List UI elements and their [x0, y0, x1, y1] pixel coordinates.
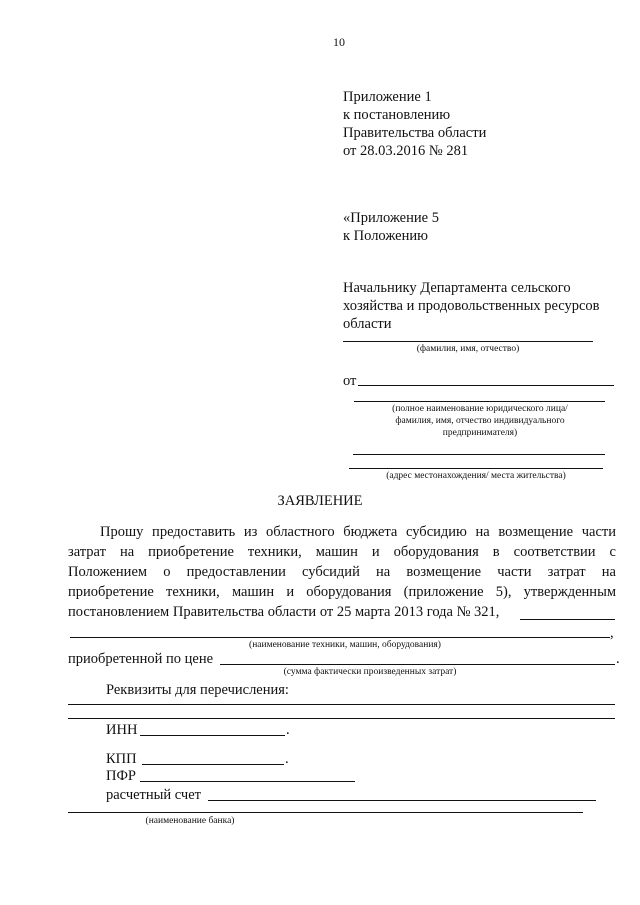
- price-period: .: [616, 651, 620, 667]
- addressee-line-2: хозяйства и продовольственных ресурсов: [343, 298, 600, 314]
- address-caption: (адрес местонахождения/ места жительства): [386, 471, 566, 481]
- address-field-2[interactable]: [349, 468, 603, 469]
- annex5-line-1: «Приложение 5: [343, 210, 439, 226]
- equipment-caption: (наименование техники, машин, оборудования): [249, 640, 441, 650]
- applicant-caption-3: предпринимателя): [442, 428, 518, 438]
- annex-line-4: от 28.03.2016 № 281: [343, 143, 469, 159]
- equipment-field-tail[interactable]: [520, 619, 615, 620]
- applicant-caption-1: (полное наименование юридического лица/: [392, 404, 568, 414]
- price-caption: (сумма фактически произведенных затрат): [283, 667, 457, 677]
- official-name-field[interactable]: [343, 341, 593, 342]
- bank-caption: (наименование банка): [145, 816, 235, 826]
- body-line-5: постановлением Правительства области от 25 марта 2013 года № 321,: [68, 604, 500, 620]
- body-line-3: Положением о предоставлении субсидий на возмещение части затрат на: [68, 564, 616, 580]
- kpp-dot: .: [285, 751, 289, 767]
- document-title: ЗАЯВЛЕНИЕ: [277, 493, 363, 509]
- account-label: расчетный счет: [106, 787, 201, 803]
- bank-field[interactable]: [68, 812, 583, 813]
- requisites-field-1[interactable]: [68, 704, 615, 705]
- equipment-comma: ,: [610, 625, 614, 641]
- annex-line-2: к постановлению: [343, 107, 451, 123]
- applicant-field[interactable]: [358, 385, 614, 386]
- applicant-caption-2: фамилия, имя, отчество индивидуального: [395, 416, 565, 426]
- inn-dot: .: [286, 722, 290, 738]
- price-field[interactable]: [220, 664, 615, 665]
- addressee-line-1: Начальнику Департамента сельского: [343, 280, 571, 296]
- pfr-label: ПФР: [106, 768, 136, 784]
- price-label: приобретенной по цене: [68, 651, 214, 667]
- addressee-line-3: области: [343, 316, 392, 332]
- official-name-caption: (фамилия, имя, отчество): [416, 344, 520, 354]
- equipment-field[interactable]: [70, 637, 610, 638]
- inn-label: ИНН: [106, 722, 138, 738]
- annex-line-1: Приложение 1: [343, 89, 432, 105]
- kpp-field[interactable]: [142, 764, 284, 765]
- body-line-1: Прошу предоставить из областного бюджета субсидию на возмещение части: [100, 524, 616, 540]
- inn-field[interactable]: [140, 735, 285, 736]
- body-line-4: приобретение техники, машин и оборудования (приложение 5), утвержденным: [68, 584, 616, 600]
- account-field[interactable]: [208, 800, 596, 801]
- body-line-2: затрат на приобретение техники, машин и оборудования в соответствии с: [68, 544, 616, 560]
- pfr-field[interactable]: [140, 781, 355, 782]
- requisites-field-2[interactable]: [68, 718, 615, 719]
- annex5-line-2: к Положению: [343, 228, 428, 244]
- address-field-1[interactable]: [353, 454, 605, 455]
- from-label: от: [343, 373, 357, 389]
- body-paragraph: [68, 522, 616, 622]
- requisites-heading: Реквизиты для перечисления:: [106, 682, 289, 698]
- annex-line-3: Правительства области: [343, 125, 487, 141]
- applicant-field-2[interactable]: [354, 401, 605, 402]
- page-number: 10: [333, 35, 345, 49]
- kpp-label: КПП: [106, 751, 137, 767]
